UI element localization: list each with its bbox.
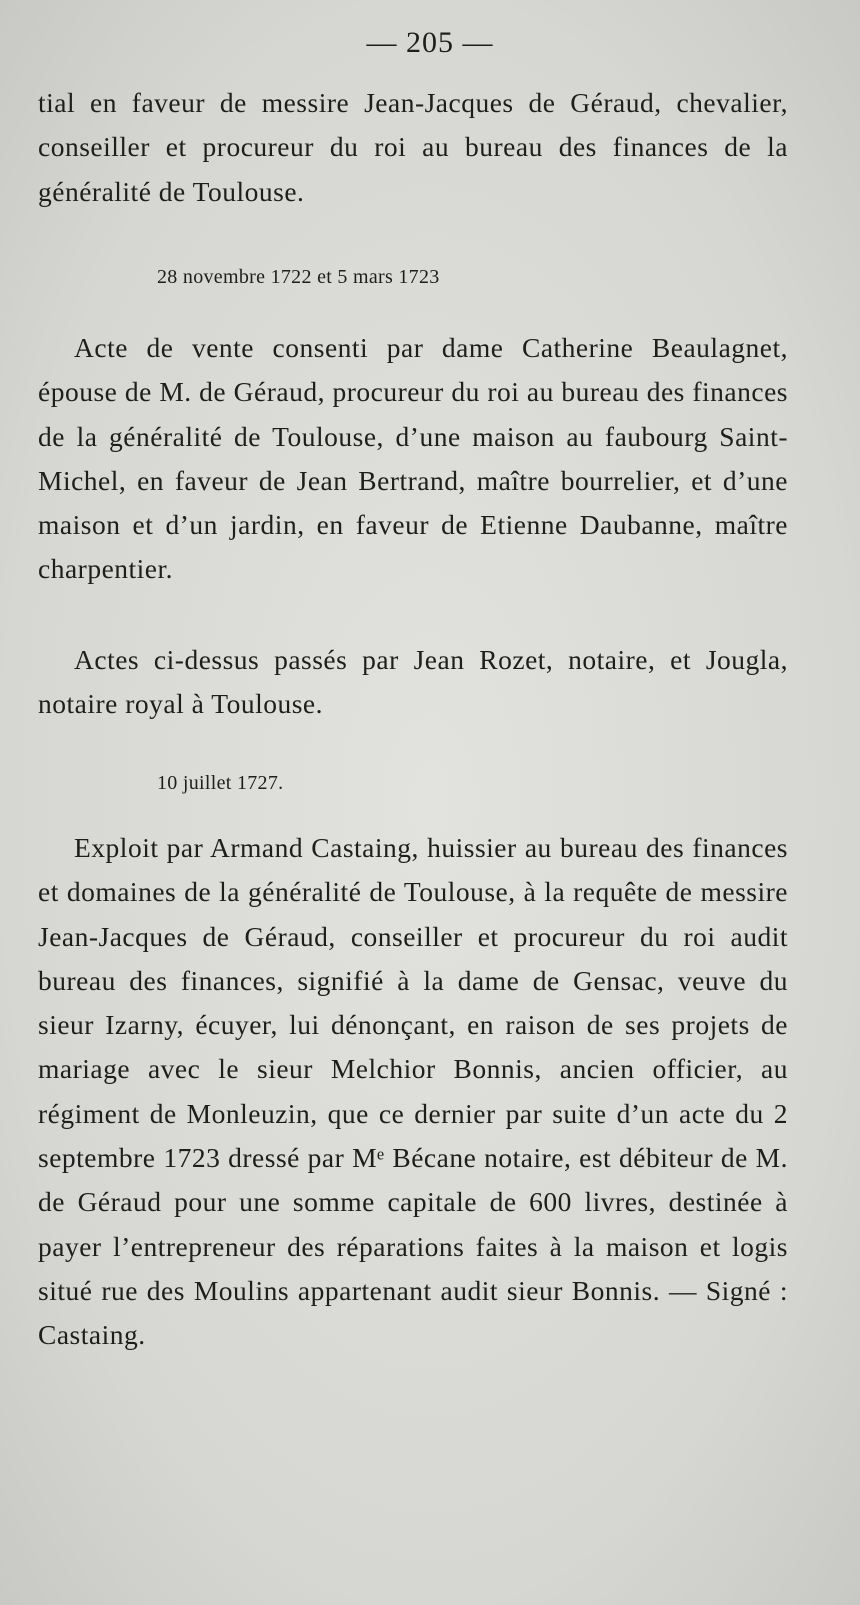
paragraph-notaries: Actes ci-dessus passés par Jean Rozet, notaire, et Jougla, notaire royal à Toulouse.	[38, 644, 788, 720]
paragraph-exploit: Exploit par Armand Castaing, huissier au bureau des finances et domaines de la généralité de Toulouse, à la requête de messire Jean-Jacques de Géraud, conseiller et procureur du roi audit bureau des finances, signifié à la dame de Gensac, veuve du sieur Izarny, écuyer, lui dénonçant, en raison de ses projets de mariage avec le sieur Melchior Bonnis, ancien officier, au régiment de Monleuzin, que ce dernier par suite d’un acte du 2 septembre 1723 dressé par Mᵉ Bécane notaire, est débiteur de M. de Géraud pour une somme capitale de 600 livres, destinée à payer l’entrepreneur des réparations faites à la maison et logis situé rue des Moulins appartenant audit sieur Bonnis. — Signé : Castaing.	[38, 832, 788, 1351]
date-heading-1: 28 novembre 1722 et 5 mars 1723	[157, 266, 440, 288]
paragraph-sale-deed: Acte de vente consenti par dame Catherine Beaulagnet, épouse de M. de Géraud, procureur du roi au bureau des finances de la généralité de Toulouse, d’une maison au faubourg Saint-Michel, en faveur de Jean Bertrand, maître bourrelier, et d’une maison et d’un jardin, en faveur de Etienne Daubanne, maître charpentier.	[38, 332, 788, 585]
date-heading-2: 10 juillet 1727.	[157, 772, 284, 794]
page-number: — 205 —	[366, 26, 494, 59]
paragraph-continuation: tial en faveur de messire Jean-Jacques de Géraud, chevalier, conseiller et procureur du roi au bureau des finances de la généralité de Toulouse.	[38, 87, 788, 207]
